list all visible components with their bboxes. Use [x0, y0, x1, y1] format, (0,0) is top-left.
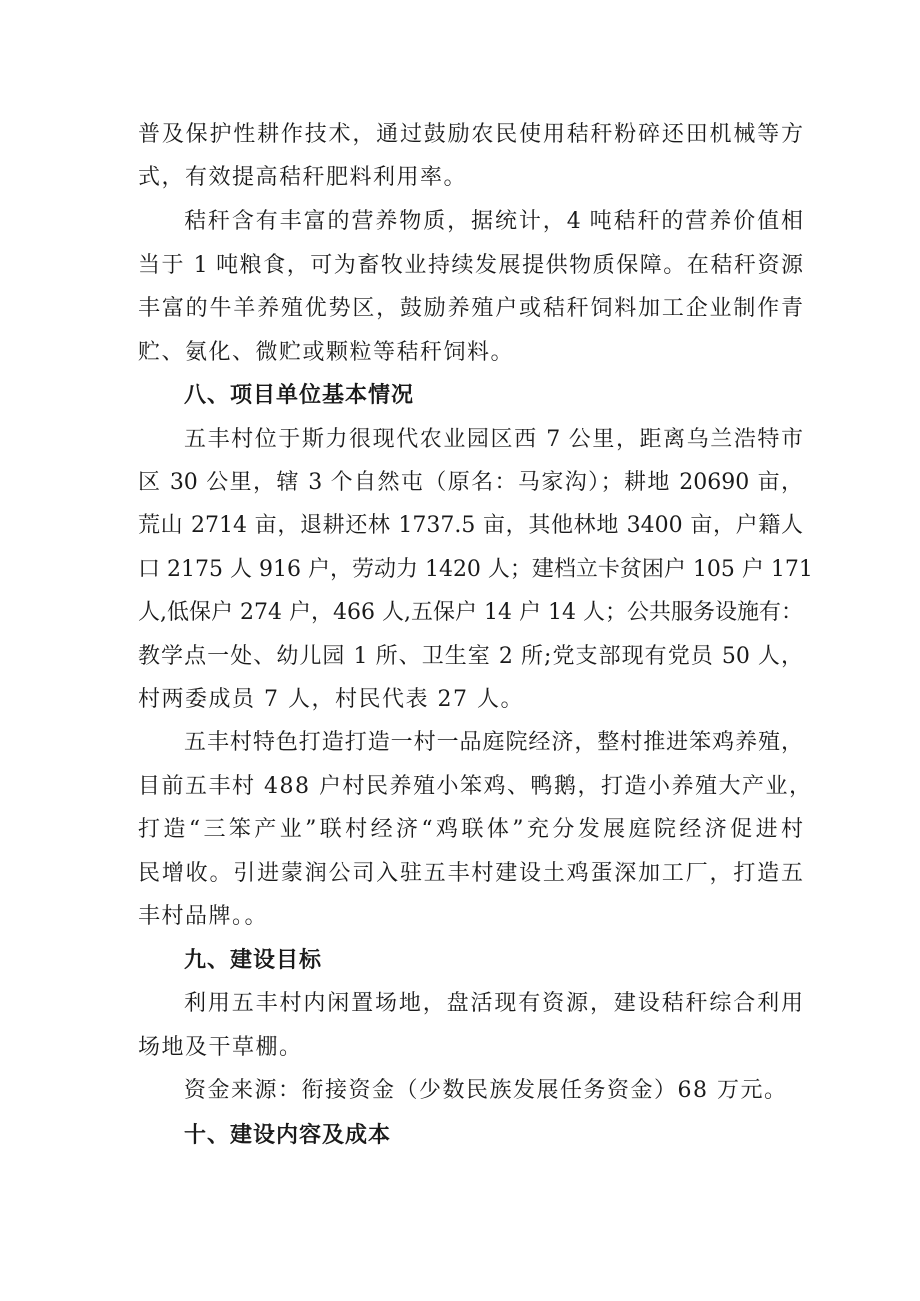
paragraph-line: 贮、氨化、微贮或颗粒等秸秆饲料。 — [138, 340, 515, 365]
paragraph-line: 口 2175 人 916 户，劳动力 1420 人；建档立卡贫困户 105 户 171 — [138, 557, 813, 582]
paragraph-line: 荒山 2714 亩，退耕还林 1737.5 亩，其他林地 3400 亩，户籍人 — [138, 513, 803, 538]
paragraph-line: 民增收。引进蒙润公司入驻五丰村建设土鸡蛋深加工厂，打造五 — [138, 861, 803, 886]
paragraph-line: 普及保护性耕作技术，通过鼓励农民使用秸秆粉碎还田机械等方 — [138, 122, 803, 147]
paragraph-line: 村两委成员 7 人，村民代表 27 人。 — [138, 687, 524, 712]
paragraph-line: 丰村品牌。。 — [138, 904, 269, 929]
paragraph-line: 场地及干草棚。 — [138, 1035, 303, 1060]
paragraph-line: 式，有效提高秸秆肥料利用率。 — [138, 165, 468, 190]
paragraph-line: 人,低保户 274 户，466 人,五保户 14 户 14 人；公共服务设施有： — [138, 600, 803, 625]
paragraph-line: 区 30 公里，辖 3 个自然屯（原名：马家沟）；耕地 20690 亩， — [138, 470, 803, 495]
paragraph-line: 打造“三笨产业”联村经济“鸡联体”充分发展庭院经济促进村 — [138, 817, 803, 842]
paragraph-line: 教学点一处、幼儿园 1 所、卫生室 2 所;党支部现有党员 50 人， — [138, 644, 803, 669]
section-heading: 九、建设目标 — [184, 948, 323, 973]
paragraph-line: 五丰村特色打造打造一村一品庭院经济，整村推进笨鸡养殖， — [184, 730, 803, 755]
paragraph-line: 目前五丰村 488 户村民养殖小笨鸡、鸭鹅，打造小养殖大产业， — [138, 774, 813, 799]
paragraph-line: 五丰村位于斯力很现代农业园区西 7 公里，距离乌兰浩特市 — [184, 427, 803, 452]
paragraph-line: 资金来源：衔接资金（少数民族发展任务资金）68 万元。 — [184, 1078, 788, 1103]
paragraph-line: 丰富的牛羊养殖优势区，鼓励养殖户或秸秆饲料加工企业制作青 — [138, 296, 803, 321]
paragraph-line: 当于 1 吨粮食，可为畜牧业持续发展提供物质保障。在秸秆资源 — [138, 253, 803, 278]
paragraph-line: 秸秆含有丰富的营养物质，据统计，4 吨秸秆的营养价值相 — [184, 209, 803, 234]
section-heading: 十、建设内容及成本 — [184, 1123, 392, 1148]
paragraph-line: 利用五丰村内闲置场地，盘活现有资源，建设秸秆综合利用 — [184, 991, 803, 1016]
section-heading: 八、项目单位基本情况 — [184, 383, 415, 408]
